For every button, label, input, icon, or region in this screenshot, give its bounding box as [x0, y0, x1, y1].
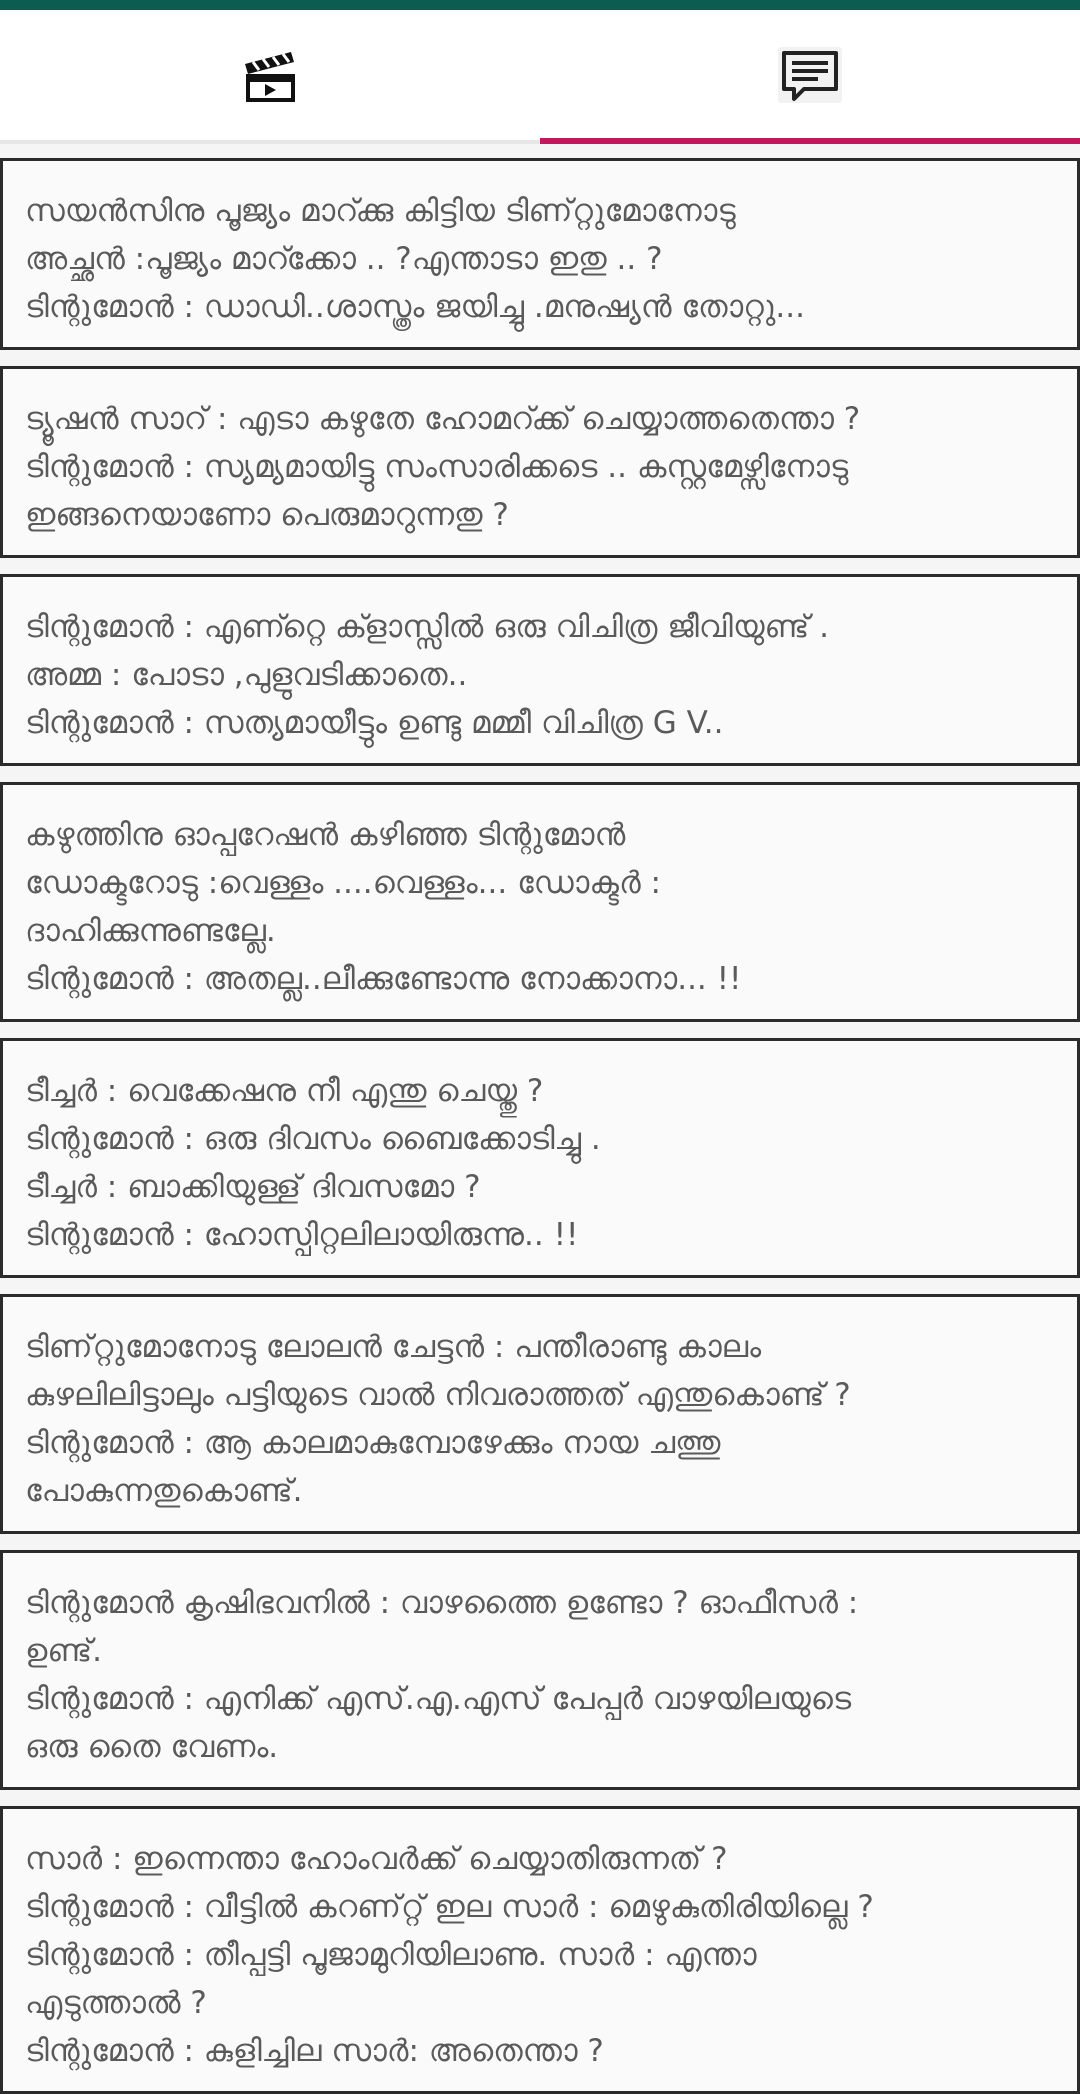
tab-jokes[interactable]	[540, 10, 1080, 144]
joke-card[interactable]	[0, 1294, 1080, 1534]
jokes-list[interactable]	[0, 158, 1080, 2069]
joke-card[interactable]	[0, 574, 1080, 766]
joke-text: ടീച്ചർ : വെക്കേഷനു നീ എന്തു ചെയ്തു ? ടിന്റുമോൻ : ഒരു ദിവസം ബൈക്കോടിച്ചു . ടീച്ചർ : ബാക്കിയുള്ള് ദിവസമോ ? ടിന്റുമോൻ : ഹോസ്പിറ്റലിലായിരുന്നു.. !!	[25, 1073, 601, 1253]
joke-text: കഴുത്തിനു ഓപ്പറേഷൻ കഴിഞ്ഞ ടിന്റുമോൻ ഡോക്ടറോടു :വെള്ളം ....വെള്ളം... ഡോക്ടർ : ദാഹിക്കുന്നുണ്ടല്ലേ. ടിന്റുമോൻ : അതല്ല..ലീക്കുണ്ടോന്നു നോക്കാനാ... !!	[25, 817, 742, 997]
clapperboard-icon	[241, 50, 299, 104]
joke-text: ടിന്റുമോൻ : എണ്റ്റെ ക്ളാസ്സിൽ ഒരു വിചിത്ര ജീവിയുണ്ട് . അമ്മ : പോടാ ,പുളുവടിക്കാതെ.. ടിന്റുമോൻ : സത്യമായീട്ടും ഉണ്ടു മമ്മീ വിചിത്ര G V..	[25, 609, 829, 741]
message-text-icon	[778, 47, 842, 107]
tab-bar	[0, 10, 1080, 144]
tab-videos[interactable]	[0, 10, 540, 144]
tab-jokes-indicator	[540, 138, 1080, 144]
joke-card[interactable]	[0, 1038, 1080, 1278]
status-bar	[0, 0, 1080, 10]
joke-card[interactable]	[0, 1550, 1080, 1790]
joke-text: ട്യൂഷൻ സാറ് : എടാ കഴുതേ ഹോമറ്ക്ക് ചെയ്യാത്തതെന്താ ? ടിന്റുമോൻ : സ്യമ്യമായിട്ടു സംസാരിക്കടെ .. കസ്റ്റമേഴ്സിനോടു ഇങ്ങനെയാണോ പെരുമാറുന്നതു ?	[25, 401, 861, 533]
joke-card[interactable]	[0, 366, 1080, 558]
joke-text: സയൻസിനു പൂജ്യം മാറ്ക്കു കിട്ടിയ ടിണ്റ്റുമോനോടു അച്ഛൻ :പൂജ്യം മാറ്ക്കോ .. ?എന്താടാ ഇതു .. ? ടിന്റുമോൻ : ഡാഡി..ശാസ്ത്രം ജയിച്ചു .മനുഷ്യൻ തോറ്റു...	[25, 193, 805, 325]
joke-text: ടിണ്റ്റുമോനോടു ലോലൻ ചേട്ടൻ : പന്തീരാണ്ടു കാലം കുഴലിലിട്ടാലും പട്ടിയുടെ വാൽ നിവരാത്തത് എന്തുകൊണ്ട് ? ടിന്റുമോൻ : ആ കാലമാകുമ്പോഴേക്കും നായ ചത്തു പോകുന്നതുകൊണ്ട്.	[25, 1329, 851, 1509]
tab-videos-indicator	[0, 140, 540, 144]
joke-text: സാർ : ഇന്നെന്താ ഹോംവർക്ക് ചെയ്യാതിരുന്നത് ? ടിന്റുമോൻ : വീട്ടിൽ കറണ്റ്റ് ഇല സാർ : മെഴുകുതിരിയില്ലെ ? ടിന്റുമോൻ : തീപ്പട്ടി പൂജാമുറിയിലാണു. സാർ : എന്താ എടുത്താൽ ? ടിന്റുമോൻ : കുളിച്ചില സാർ: അതെന്താ ?	[25, 1841, 874, 2069]
joke-card[interactable]	[0, 1806, 1080, 2094]
joke-card[interactable]	[0, 158, 1080, 350]
joke-card[interactable]	[0, 782, 1080, 1022]
joke-text: ടിന്റുമോൻ കൃഷിഭവനിൽ : വാഴത്തൈ ഉണ്ടോ ? ഓഫീസർ : ഉണ്ട്. ടിന്റുമോൻ : എനിക്ക് എസ്.എ.എസ് പേപ്പർ വാഴയിലയുടെ ഒരു തൈ വേണം.	[25, 1585, 859, 1765]
